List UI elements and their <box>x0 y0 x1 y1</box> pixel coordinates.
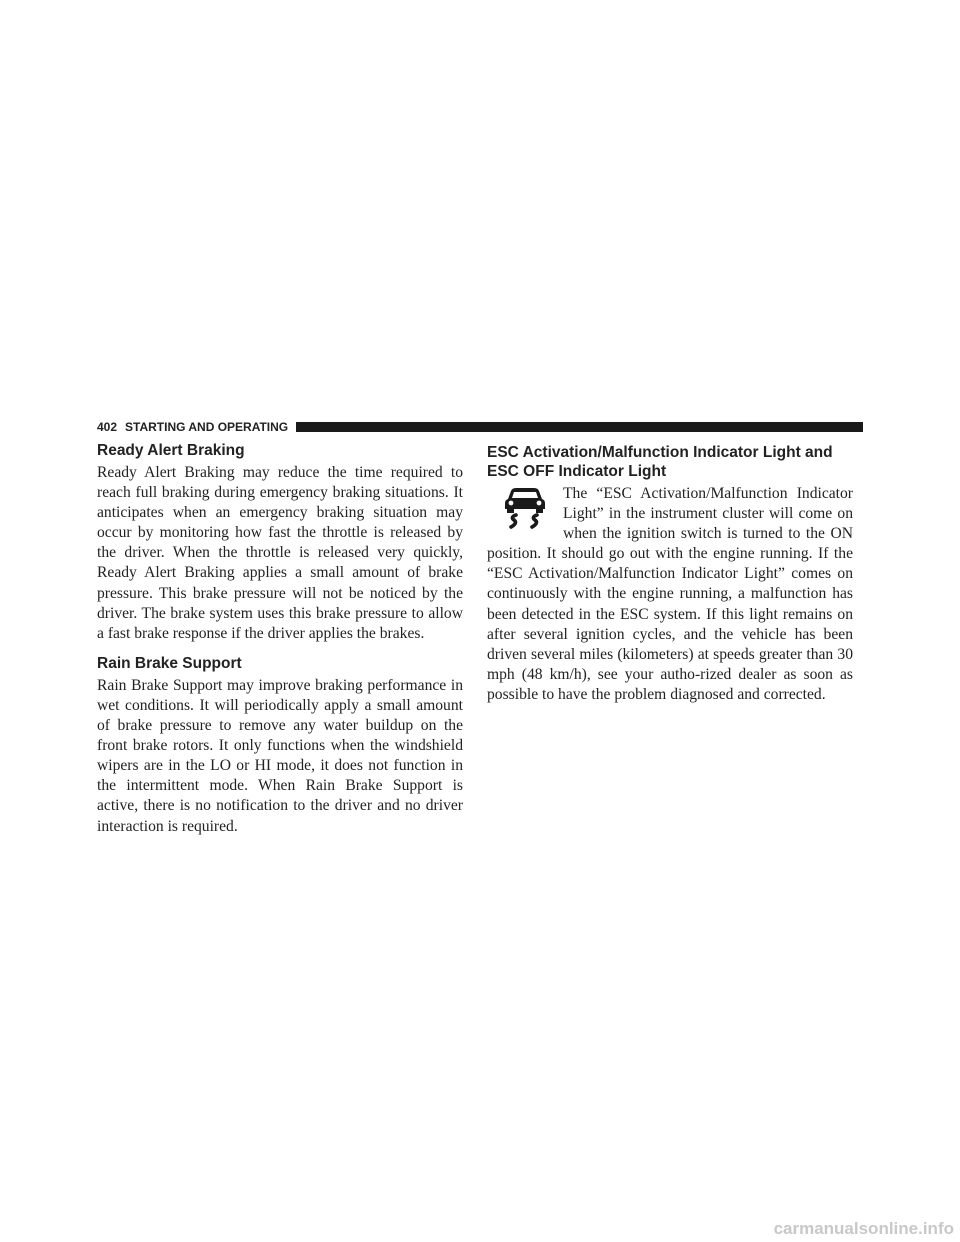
paragraph-ready-alert-braking: Ready Alert Braking may reduce the time required to reach full braking during emergency braking situations. It anticipates when an emergency braking situation may occur by monitoring how fast the throttle is released by the driver. When the throttle is released very quickly, Ready Alert Braking applies a small amount of brake pressure. This brake pressure will not be noticed by the driver. The brake system uses this brake pressure to allow a fast brake response if the driver applies the brakes. <box>97 464 463 642</box>
page-number: 402 <box>97 420 118 434</box>
watermark-text: carmanualsonline.info <box>773 1219 954 1238</box>
esc-skidding-car-icon <box>501 487 549 529</box>
section-title: STARTING AND OPERATING <box>125 420 289 434</box>
heading-esc-indicator: ESC Activation/Malfunction Indicator Light and ESC OFF Indicator Light <box>487 444 833 480</box>
watermark <box>0 1219 960 1239</box>
left-column <box>97 441 463 837</box>
header-rule <box>296 422 863 432</box>
right-column <box>487 441 853 705</box>
paragraph-rain-brake-support: Rain Brake Support may improve braking performance in wet conditions. It will periodically apply a small amount of brake pressure to remove any water buildup on the front brake rotors. It only functions when the windshield wipers are in the LO or HI mode, it does not function in the intermittent mode. When Rain Brake Support is active, there is no notification to the driver and no driver interaction is required. <box>97 676 463 835</box>
page-header <box>97 420 863 434</box>
paragraph-esc-indicator: The “ESC Activation/Malfunction Indicator Light” in the instrument cluster will come on when the ignition switch is turned to the ON position. It should go out with the engine running. If the “ESC Activation/Malfunction Indicator Light” comes on continuously with the engine running, a malfunction has been detected in the ESC system. If this light remains on after several ignition cycles, and the vehicle has been driven several miles (kilometers) at speeds greater than 30 mph (48 km/h), see your autho-rized dealer as soon as possible to have the problem diagnosed and corrected. <box>487 485 853 703</box>
heading-ready-alert-braking: Ready Alert Braking <box>97 442 245 459</box>
heading-rain-brake-support: Rain Brake Support <box>97 654 242 672</box>
